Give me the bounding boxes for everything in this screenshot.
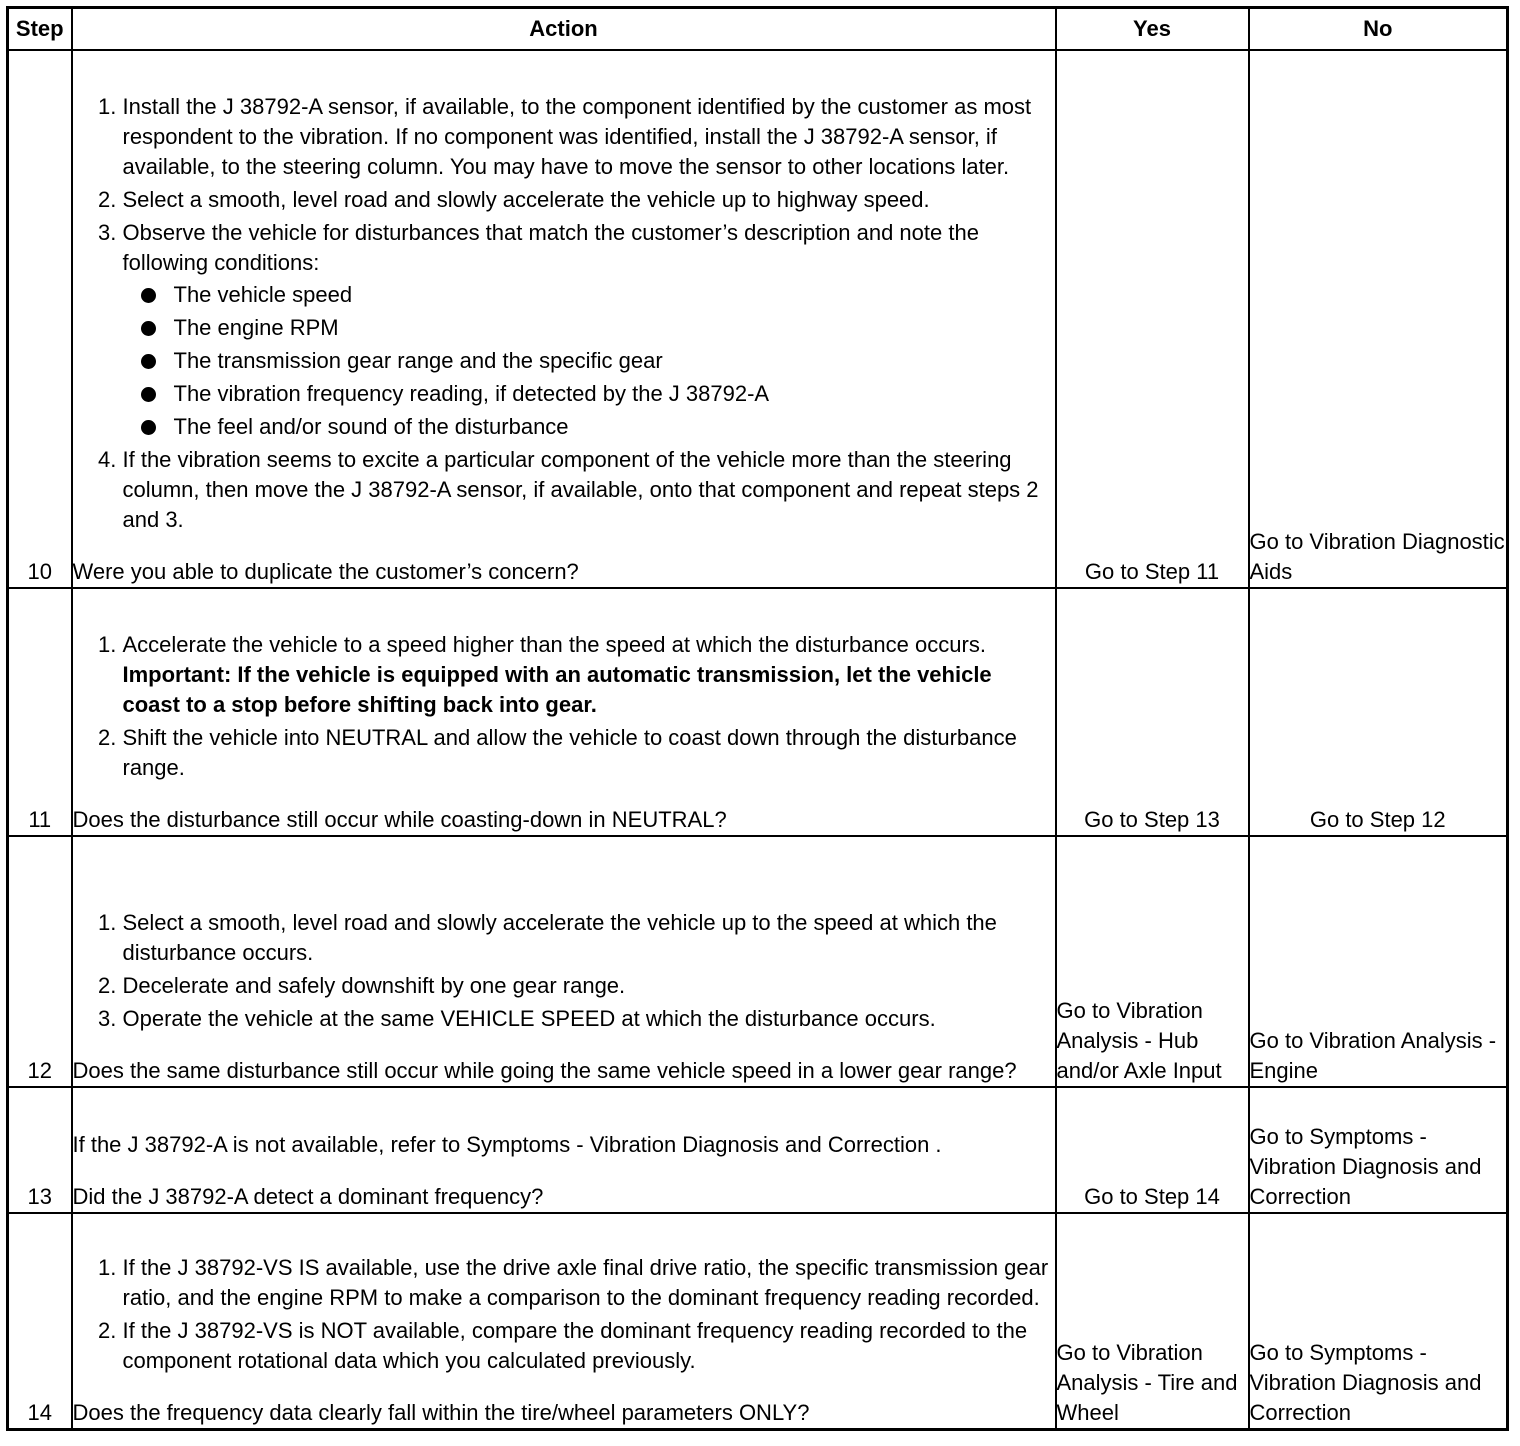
action-step-item: 3. Operate the vehicle at the same VEHICLE SPEED at which the disturbance occurs.	[123, 1004, 1055, 1034]
action-step-item	[123, 218, 1055, 442]
action-step-item: 1. If the J 38792-VS IS available, use the drive axle final drive ratio, the specific transmission gear ratio, and the engine RPM to make a comparison to the dominant frequency reading recorded.	[123, 1253, 1055, 1313]
header-no: No	[1249, 8, 1508, 51]
condition-item	[123, 412, 1055, 442]
step-number: 10	[8, 50, 72, 588]
condition-text: The vibration frequency reading, if detected by the J 38792-A	[173, 381, 770, 406]
diagnostic-table	[6, 6, 1509, 1431]
step-question: Does the same disturbance still occur while going the same vehicle speed in a lower gear range?	[72, 1058, 1017, 1083]
step-number: 11	[8, 588, 72, 836]
bullet-icon	[141, 387, 156, 402]
table-row-step-11	[8, 588, 1508, 836]
action-steps-list	[73, 1253, 1055, 1376]
no-cell: Go to Vibration Diagnostic Aids	[1249, 50, 1508, 588]
action-step-item: 4. If the vibration seems to excite a particular component of the vehicle more than the steering column, then move the J 38792-A sensor, if available, onto that component and repeat steps 2 and 3.	[123, 445, 1055, 535]
condition-item	[123, 280, 1055, 310]
action-cell	[72, 836, 1056, 1087]
table-header-row	[8, 8, 1508, 51]
action-cell	[72, 588, 1056, 836]
step-question: Does the disturbance still occur while coasting-down in NEUTRAL?	[72, 807, 727, 832]
step-question: Did the J 38792-A detect a dominant frequency?	[72, 1184, 544, 1209]
action-step-text: Observe the vehicle for disturbances that match the customer’s description and note the following conditions:	[122, 220, 979, 275]
yes-cell: Go to Step 11	[1056, 50, 1249, 588]
action-cell	[72, 50, 1056, 588]
condition-item	[123, 379, 1055, 409]
header-action: Action	[72, 8, 1056, 51]
action-cell	[72, 1087, 1056, 1213]
bullet-icon	[141, 420, 156, 435]
no-cell: Go to Symptoms - Vibration Diagnosis and Correction	[1249, 1087, 1508, 1213]
yes-cell: Go to Vibration Analysis - Tire and Wheel	[1056, 1213, 1249, 1429]
table-row-step-14	[8, 1213, 1508, 1429]
yes-cell: Go to Step 14	[1056, 1087, 1249, 1213]
conditions-list	[123, 280, 1055, 442]
condition-text: The feel and/or sound of the disturbance	[173, 414, 569, 439]
table-row-step-10	[8, 50, 1508, 588]
action-step-item: 1. Install the J 38792-A sensor, if available, to the component identified by the customer as most respondent to the vibration. If no component was identified, install the J 38792-A sensor, if available, to the steering column. You may have to move the sensor to other locations later.	[123, 92, 1055, 182]
action-step-text: Accelerate the vehicle to a speed higher than the speed at which the disturbance occurs.	[122, 632, 986, 657]
action-steps-list	[73, 908, 1055, 1034]
action-step-item: 2. If the J 38792-VS is NOT available, compare the dominant frequency reading recorded to the component rotational data which you calculated previously.	[123, 1316, 1055, 1376]
important-note: Important: If the vehicle is equipped with an automatic transmission, let the vehicle coast to a stop before shifting back into gear.	[122, 662, 992, 717]
no-cell: Go to Step 12	[1249, 588, 1508, 836]
action-steps-list	[73, 92, 1055, 535]
yes-cell: Go to Vibration Analysis - Hub and/or Axle Input	[1056, 836, 1249, 1087]
step-intro: If the J 38792-A is not available, refer to Symptoms - Vibration Diagnosis and Correction .	[72, 1132, 942, 1157]
header-step: Step	[8, 8, 72, 51]
action-step-item: 2. Decelerate and safely downshift by one gear range.	[123, 971, 1055, 1001]
condition-text: The engine RPM	[173, 315, 339, 340]
no-cell: Go to Symptoms - Vibration Diagnosis and Correction	[1249, 1213, 1508, 1429]
action-step-item: 1. Select a smooth, level road and slowly accelerate the vehicle up to the speed at which the disturbance occurs.	[123, 908, 1055, 968]
step-number: 12	[8, 836, 72, 1087]
condition-item	[123, 313, 1055, 343]
action-steps-list	[73, 630, 1055, 783]
condition-item	[123, 346, 1055, 376]
bullet-icon	[141, 354, 156, 369]
condition-text: The vehicle speed	[173, 282, 353, 307]
action-step-item: 2. Select a smooth, level road and slowly accelerate the vehicle up to highway speed.	[123, 185, 1055, 215]
action-step-item	[123, 630, 1055, 720]
header-yes: Yes	[1056, 8, 1249, 51]
step-number: 14	[8, 1213, 72, 1429]
table-row-step-13	[8, 1087, 1508, 1213]
bullet-icon	[141, 321, 156, 336]
no-cell: Go to Vibration Analysis - Engine	[1249, 836, 1508, 1087]
step-question: Does the frequency data clearly fall within the tire/wheel parameters ONLY?	[72, 1399, 810, 1425]
bullet-icon	[141, 288, 156, 303]
action-cell	[72, 1213, 1056, 1429]
step-number: 13	[8, 1087, 72, 1213]
step-question: Were you able to duplicate the customer’s concern?	[72, 559, 579, 584]
condition-text: The transmission gear range and the specific gear	[173, 348, 663, 373]
yes-cell: Go to Step 13	[1056, 588, 1249, 836]
table-row-step-12	[8, 836, 1508, 1087]
action-step-item: 2. Shift the vehicle into NEUTRAL and allow the vehicle to coast down through the disturbance range.	[123, 723, 1055, 783]
